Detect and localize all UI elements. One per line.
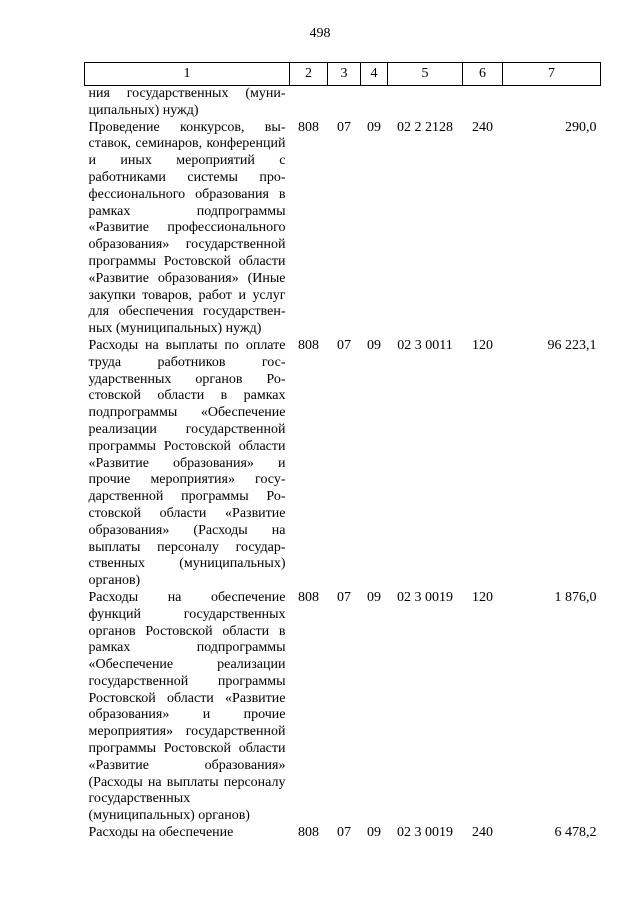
table-row [85, 590, 601, 825]
header-col-1: 1 [85, 63, 290, 86]
row-target-article: 02 3 0019 [397, 589, 453, 605]
header-col-4: 4 [361, 63, 388, 86]
header-col-6: 6 [463, 63, 503, 86]
row-subsection: 09 [367, 337, 381, 353]
row-amount [503, 86, 601, 120]
row-ministry-code: 808 [298, 589, 319, 605]
page-number: 498 [309, 26, 331, 41]
row-amount: 6 478,2 [554, 825, 597, 841]
row-target-article [388, 86, 463, 120]
row-section: 07 [337, 337, 351, 353]
row-description: ния государственных (муниципальных) нужд) [88, 86, 286, 118]
header-col-5: 5 [388, 63, 463, 86]
header-col-2: 2 [290, 63, 328, 86]
row-amount: 290,0 [565, 119, 597, 135]
row-ministry-code: 808 [298, 337, 319, 353]
row-ministry-code: 808 [298, 825, 319, 841]
header-col-3: 3 [328, 63, 361, 86]
row-expense-type: 240 [472, 119, 493, 135]
table-row [85, 338, 601, 590]
table-row [85, 825, 601, 842]
row-subsection: 09 [367, 825, 381, 841]
table-row [85, 120, 601, 338]
row-description: Расходы на обеспечение [88, 825, 234, 841]
row-section: 07 [337, 119, 351, 135]
row-expense-type: 120 [472, 337, 493, 353]
row-section [328, 86, 361, 120]
table-header [85, 63, 601, 86]
header-row [85, 63, 601, 86]
row-expense-type: 240 [472, 825, 493, 841]
row-expense-type [463, 86, 503, 120]
row-amount: 96 223,1 [547, 337, 597, 353]
row-target-article: 02 2 2128 [397, 119, 453, 135]
row-target-article: 02 3 0019 [397, 825, 453, 841]
budget-table [84, 62, 601, 842]
row-section: 07 [337, 589, 351, 605]
row-target-article: 02 3 0011 [397, 337, 453, 353]
table-body [85, 86, 601, 842]
row-description: Проведение конкурсов, выставок, семинаров, конференций и иных мероприятий с работниками системы профессионального образования в рамках подпрограммы «Развитие профессионального образования» государственной программы Ростовской области «Развитие образования» (Иные закупки товаров, работ и услуг для обеспечения государственных (муниципальных) нужд) [88, 119, 286, 337]
row-description: Расходы на выплаты по оплате труда работников государственных органов Ростовской области в рамках подпрограммы «Обеспечение реализации государственной программы Ростовской области «Развитие образования» и прочие мероприятия» государственной программы Ростовской области «Развитие образования» (Расходы на выплаты персоналу государственных (муниципальных) органов) [88, 337, 286, 589]
row-ministry-code [290, 86, 328, 120]
row-ministry-code: 808 [298, 119, 319, 135]
row-subsection [361, 86, 388, 120]
table-row [85, 86, 601, 120]
row-amount: 1 876,0 [554, 589, 597, 605]
header-col-7: 7 [503, 63, 601, 86]
row-description: Расходы на обеспечение функций государственных органов Ростовской области в рамках подпрограммы «Обеспечение реализации государственной программы Ростовской области «Развитие образования» и прочие мероприятия» государственной программы Ростовской области «Развитие образования» (Расходы на выплаты персоналу государственных (муниципальных) органов) [88, 589, 286, 824]
row-expense-type: 120 [472, 589, 493, 605]
row-subsection: 09 [367, 119, 381, 135]
row-section: 07 [337, 825, 351, 841]
row-subsection: 09 [367, 589, 381, 605]
